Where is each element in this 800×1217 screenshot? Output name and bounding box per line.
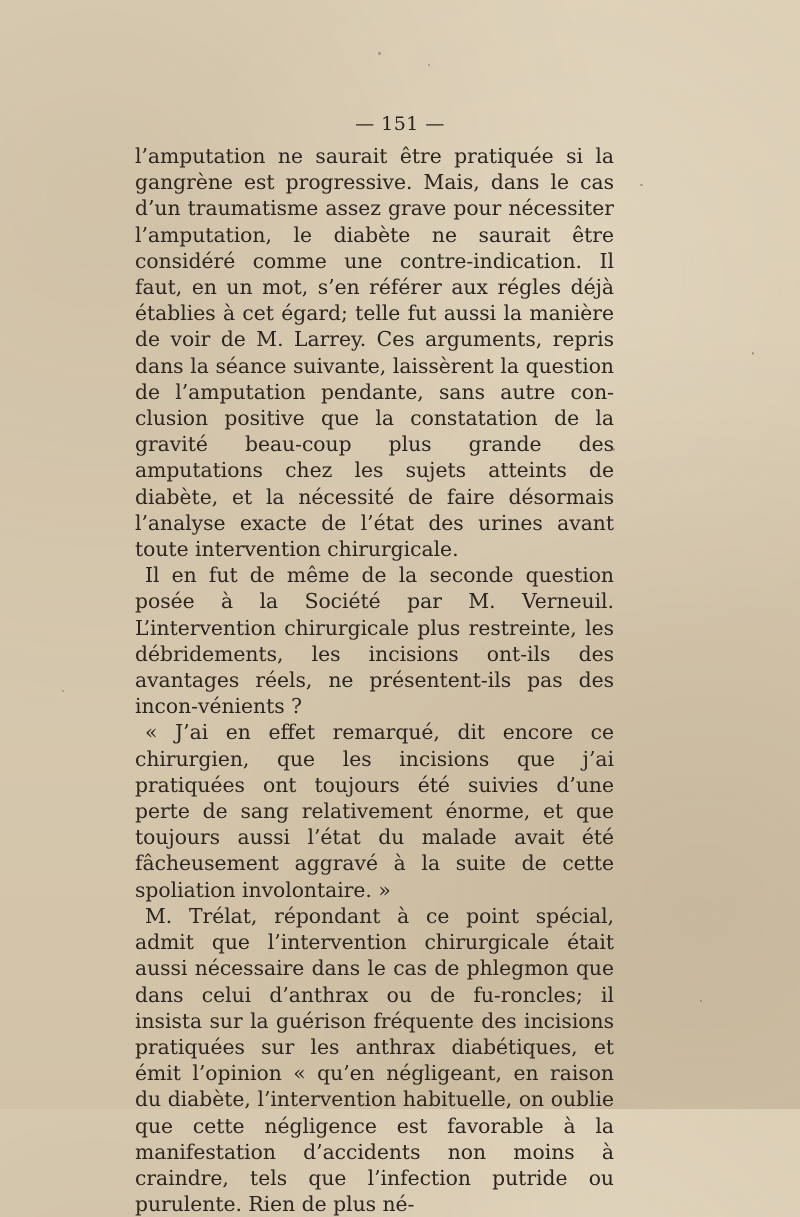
paper-speck — [752, 352, 754, 355]
paper-speck — [62, 690, 64, 692]
paper-speck — [378, 52, 381, 55]
paper-speck — [612, 448, 615, 451]
paragraph-3: « J’ai en effet remarqué, dit encore ce chirurgien, que les incisions que j’ai pratiquées ont toujours été suivies d’une perte de sang relativement énorme, et que toujours aussi l’état du malade avait été fâcheusement aggravé à la suite de cette spoliation involontaire. » — [135, 720, 614, 902]
body-text — [135, 143, 614, 1217]
paragraph-2: Il en fut de même de la seconde question posée à la Société par M. Verneuil. L’intervention chirurgicale plus restreinte, les débridements, les incisions ont-ils des avantages réels, ne présentent-ils pas des incon-vénients ? — [135, 563, 614, 719]
paper-speck — [428, 64, 430, 66]
paper-speck — [700, 1000, 702, 1002]
paragraph-4: M. Trélat, répondant à ce point spécial, admit que l’intervention chirurgicale était aussi nécessaire dans le cas de phlegmon que dans celui d’anthrax ou de fu-roncles; il insista sur la guérison fréquente des incisions pratiquées sur les anthrax diabétiques, et émit l’opinion « qu’en négligeant, en raison du diabète, l’intervention habituelle, on oublie que cette négligence est favorable à la manifestation d’accidents non moins à craindre, tels que l’infection putride ou purulente. Rien de plus né- — [135, 903, 614, 1217]
paragraph-1: l’amputation ne saurait être pratiquée si la gangrène est progressive. Mais, dans le cas d’un traumatisme assez grave pour nécessiter l’amputation, le diabète ne saurait être considéré comme une contre-indication. Il faut, en un mot, s’en référer aux régles déjà établies à cet égard; telle fut aussi la manière de voir de M. Larrey. Ces arguments, repris dans la séance suivante, laissèrent la question de l’amputation pendante, sans autre con-clusion positive que la constatation de la gravité beau-coup plus grande des amputations chez les sujets atteints de diabète, et la nécessité de faire désormais l’analyse exacte de l’état des urines avant toute intervention chirurgicale. — [135, 144, 614, 562]
paper-speck — [640, 184, 643, 186]
page-number: — 151 — — [355, 113, 445, 135]
